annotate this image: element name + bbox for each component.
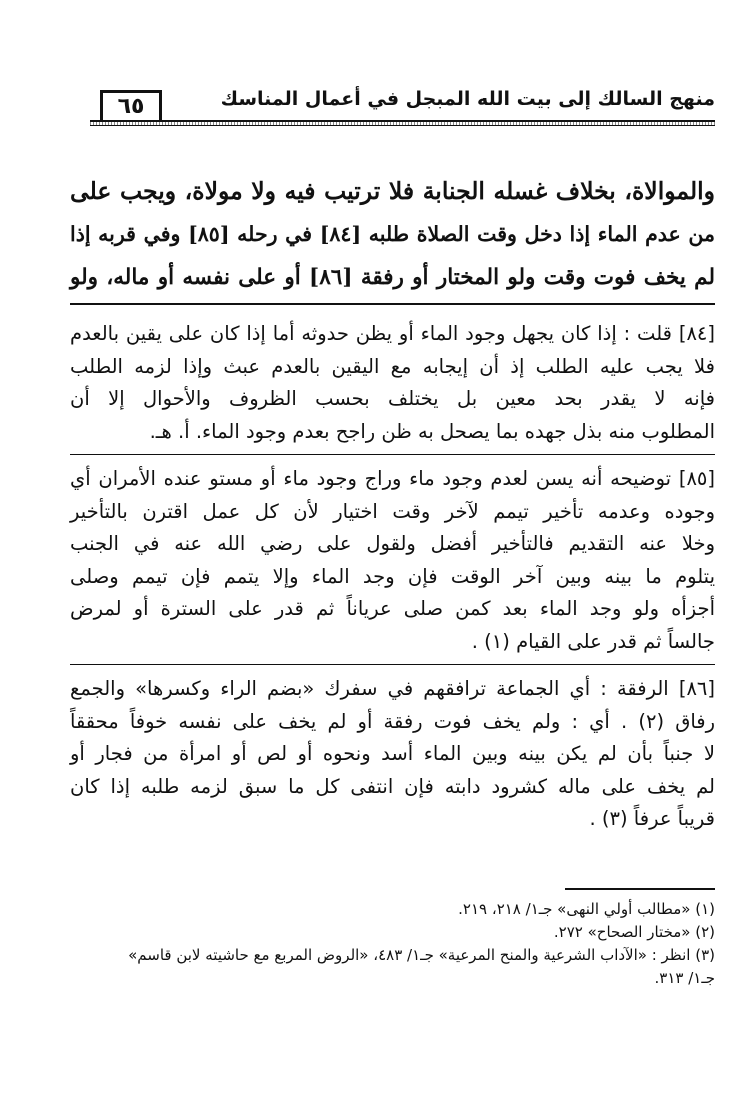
note-line: وجوده وعدمه تأخير تيمم لآخر وقت اختيار لأن كل عمل اقترن بالتأخير (70, 499, 715, 523)
note-line: قريباً عرفاً (٣) . (589, 807, 715, 830)
body-line: من عدم الماء إذا دخل وقت الصلاة طلبه [٨٤] في رحله [٨٥] وفي قربه إذا (70, 222, 715, 246)
note-divider (70, 664, 715, 665)
note-line: جالساً ثم قدر على القيام (١) . (471, 629, 715, 653)
page-number: ٦٥ (100, 90, 162, 120)
page-header (90, 86, 715, 126)
header-rule (90, 120, 715, 126)
notes-separator (70, 303, 715, 305)
note-line: المطلوب منه بذل جهده بما يصحل به ظن راجح بعدم وجود الماء. أ. هـ. (149, 419, 715, 443)
footnote-3: (٣) انظر : «الآداب الشرعية والمنح المرعية» جـ١/ ٤٨٣، «الروض المربع مع حاشيته لابن قاسم» (128, 946, 715, 964)
note-84 (70, 318, 715, 448)
note-line: [٨٦] الرفقة : أي الجماعة ترافقهم في سفرك «بضم الراء وكسرها» والجمع (70, 677, 715, 700)
note-85 (70, 463, 715, 658)
note-line: [٨٤] قلت : إذا كان يجهل وجود الماء أو يظن حدوثه أما إذا كان على يقين بالعدم (70, 322, 715, 345)
footnote-2: (٢) «مختار الصحاح» ٢٧٢. (553, 923, 715, 941)
main-text (70, 170, 715, 299)
running-title: منهج السالك إلى بيت الله المبجل في أعمال المناسك (220, 88, 715, 110)
note-line: فإنه لا يقدر بحد معين بل يختلف بحسب الظروف والأحوال إلا أن (70, 387, 715, 410)
note-line: لم يخف على ماله كشرود دابته فإن انتفى كل ما سبق لزمه طلبه إذا كان (70, 774, 715, 798)
note-line: رفاق (٢) . أي : ولم يخف فوت رفقة أو لم يخف على نفسه خوفاً محققاً (70, 709, 715, 733)
note-line: وخلا عنه التقديم فالتأخير أفضل ولقول على رضي الله عنه في الجنب (70, 532, 715, 555)
note-86 (70, 673, 715, 836)
note-line: فلا يجب عليه الطلب إذ أن إيجابه مع اليقين بالعدم عبث وإذا لزمه الطلب (70, 354, 715, 378)
commentary-notes (70, 318, 715, 836)
note-line: يتلوم ما بينه وبين آخر الوقت فإن وجد الماء وإلا يتمم فإن تيمم وصلى (70, 564, 715, 588)
note-divider (70, 454, 715, 455)
note-line: أجزأه ولو وجد الماء بعد كمن صلى عرياناً ثم قدر على السترة أو لمرض (70, 597, 715, 620)
footnotes (70, 898, 715, 990)
body-line: والموالاة، بخلاف غسله الجنابة فلا ترتيب فيه ولا مولاة، ويجب على (70, 177, 715, 205)
body-line: لم يخف فوت وقت ولو المختار أو رفقة [٨٦] أو على نفسه أو ماله، ولو (70, 265, 715, 290)
note-line: لا جنباً بأن لم يكن بينه وبين الماء أسد ونحوه أو لص أو امرأة من فجار أو (70, 742, 715, 765)
note-line: [٨٥] توضيحه أنه يسن لعدم وجود ماء وراج وجود ماء أو مستو عنده الأمران أي (70, 467, 715, 490)
footnote-1: (١) «مطالب أولي النهى» جـ١/ ٢١٨، ٢١٩. (458, 900, 715, 918)
footnote-rule (565, 888, 715, 890)
footnote-3-continued: جـ١/ ٣١٣. (654, 969, 715, 987)
